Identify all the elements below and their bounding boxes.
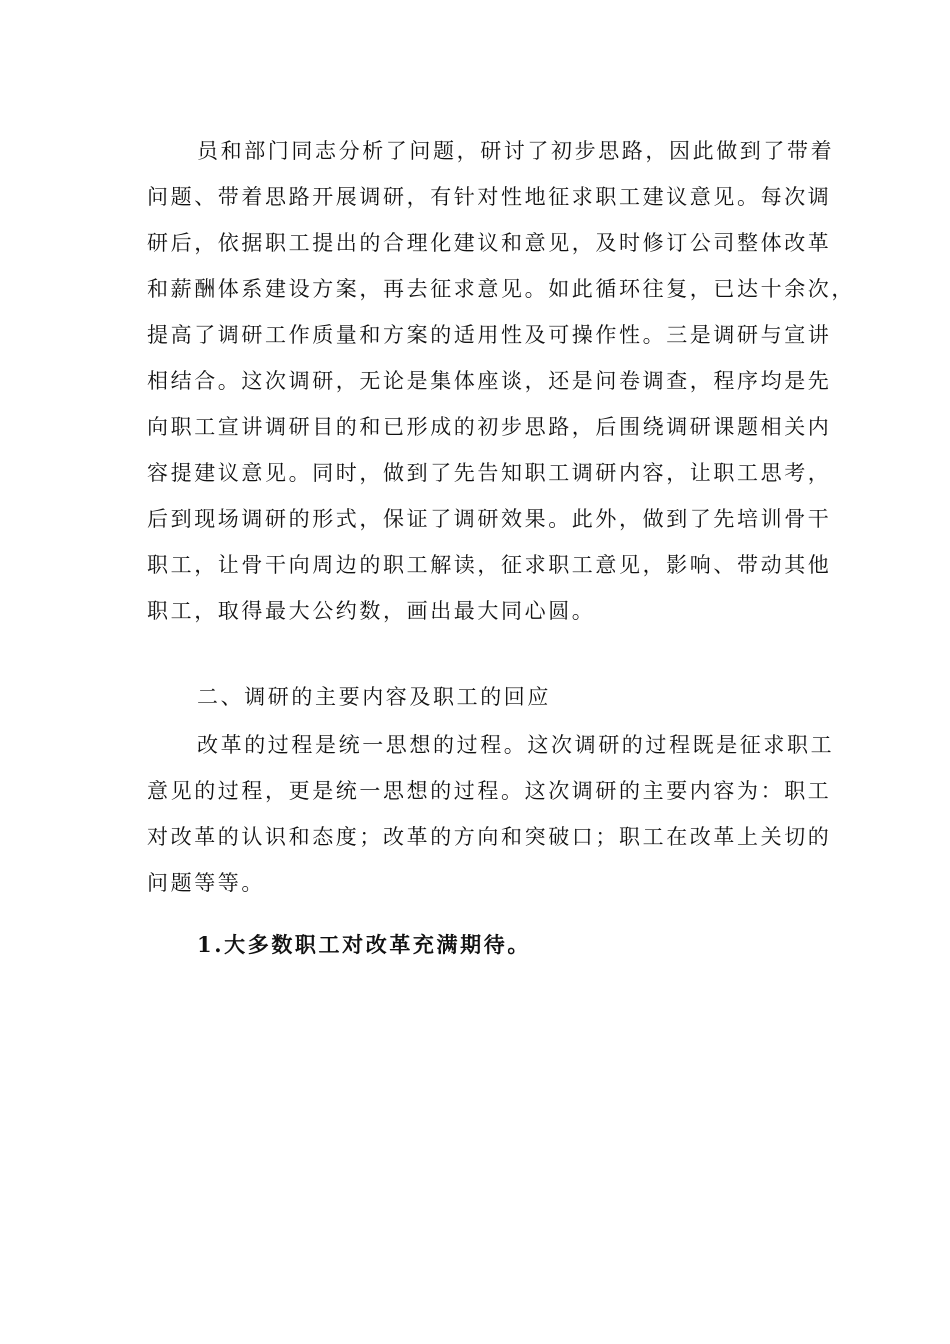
paragraph-line: 向职工宣讲调研目的和已形成的初步思路，后围绕调研课题相关内 (147, 415, 832, 439)
section-heading (147, 674, 807, 720)
paragraph-continuation (147, 128, 855, 634)
paragraph-line: 问题、带着思路开展调研，有针对性地征求职工建议意见。每次调 (147, 185, 832, 209)
paragraph-line: 和薪酬体系建设方案，再去征求意见。如此循环往复，已达十余次， (147, 277, 855, 301)
paragraph-line: 对改革的认识和态度；改革的方向和突破口；职工在改革上关切的 (147, 825, 832, 849)
paragraph-line: 员和部门同志分析了问题，研讨了初步思路，因此做到了带着 (197, 139, 835, 163)
paragraph-line: 问题等等。 (147, 871, 265, 895)
paragraph-line: 研后，依据职工提出的合理化建议和意见，及时修订公司整体改革 (147, 231, 832, 255)
paragraph-line: 改革的过程是统一思想的过程。这次调研的过程既是征求职工 (197, 733, 835, 757)
paragraph-line: 后到现场调研的形式，保证了调研效果。此外，做到了先培训骨干 (147, 507, 832, 531)
subheading-text: 1.大多数职工对改革充满期待。 (197, 932, 531, 957)
paragraph-line: 提高了调研工作质量和方案的适用性及可操作性。三是调研与宣讲 (147, 323, 832, 347)
paragraph-line: 职工，让骨干向周边的职工解读，征求职工意见，影响、带动其他 (147, 553, 832, 577)
paragraph-line: 意见的过程，更是统一思想的过程。这次调研的主要内容为：职工 (147, 779, 832, 803)
section-heading-text: 二、调研的主要内容及职工的回应 (197, 685, 551, 709)
paragraph-line: 容提建议意见。同时，做到了先告知职工调研内容，让职工思考， (147, 461, 832, 485)
paragraph-line: 职工，取得最大公约数，画出最大同心圆。 (147, 599, 596, 623)
paragraph-main-content (147, 722, 835, 906)
subheading (147, 922, 807, 968)
paragraph-line: 相结合。这次调研，无论是集体座谈，还是问卷调查，程序均是先 (147, 369, 832, 393)
